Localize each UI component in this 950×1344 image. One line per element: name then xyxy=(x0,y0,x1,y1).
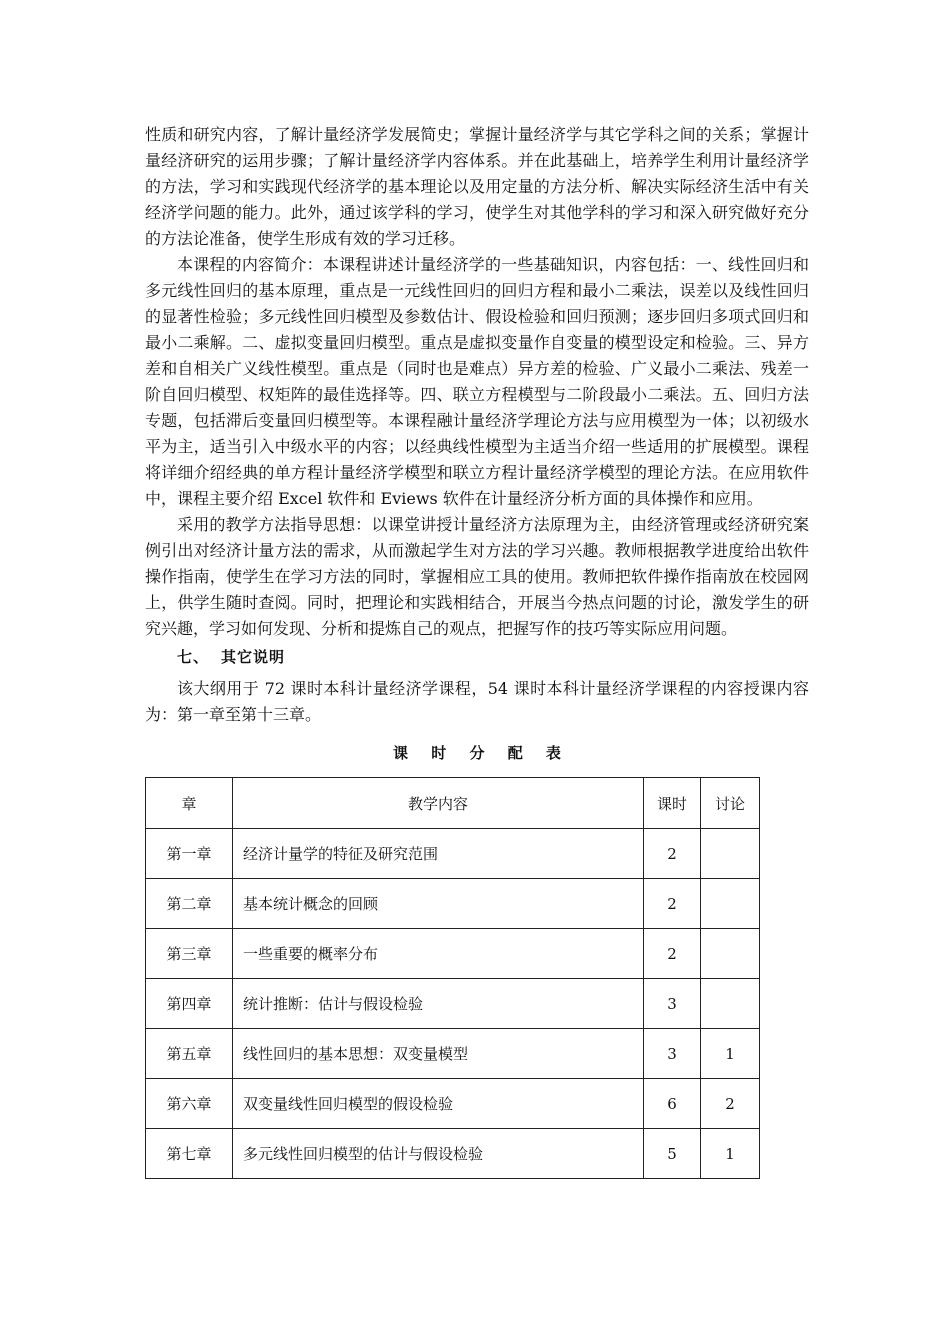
cell-chapter: 第二章 xyxy=(146,879,233,929)
header-chapter: 章 xyxy=(146,778,233,829)
paragraph-course-content: 本课程的内容简介：本课程讲述计量经济学的一些基础知识，内容包括：一、线性回归和多元线性回归的基本原理，重点是一元线性回归的回归方程和最小二乘法，误差以及线性回归的显著性检验；多元线性回归模型及参数估计、假设检验和回归预测；逐步回归多项式回归和最小二乘解。二、虚拟变量回归模型。重点是虚拟变量作自变量的模型设定和检验。三、异方差和自相关广义线性模型。重点是（同时也是难点）异方差的检验、广义最小二乘法、残差一阶自回归模型、权矩阵的最佳选择等。四、联立方程模型与二阶段最小二乘法。五、回归方法专题，包括滞后变量回归模型等。本课程融计量经济学理论方法与应用模型为一体；以初级水平为主，适当引入中级水平的内容；以经典线性模型为主适当介绍一些适用的扩展模型。课程将详细介绍经典的单方程计量经济学模型和联立方程计量经济学模型的理论方法。在应用软件中，课程主要介绍 Excel 软件和 Eviews 软件在计量经济分析方面的具体操作和应用。 xyxy=(145,255,809,508)
cell-discussion xyxy=(701,829,760,879)
cell-chapter: 第六章 xyxy=(146,1079,233,1129)
cell-content: 多元线性回归模型的估计与假设检验 xyxy=(233,1129,644,1179)
cell-hours: 2 xyxy=(644,829,701,879)
cell-discussion: 1 xyxy=(701,1029,760,1079)
cell-discussion: 1 xyxy=(701,1129,760,1179)
cell-hours: 2 xyxy=(644,879,701,929)
cell-chapter: 第五章 xyxy=(146,1029,233,1079)
table-row xyxy=(146,829,760,879)
cell-discussion: 2 xyxy=(701,1079,760,1129)
paragraph-teaching-method: 采用的教学方法指导思想：以课堂讲授计量经济方法原理为主，由经济管理或经济研究案例引出对经济计量方法的需求，从而激起学生对方法的学习兴趣。教师根据教学进度给出软件操作指南，使学生在学习方法的同时，掌握相应工具的使用。教师把软件操作指南放在校园网上，供学生随时查阅。同时，把理论和实践相结合，开展当今热点问题的讨论，激发学生的研究兴趣，学习如何发现、分析和提炼自己的观点，把握写作的技巧等实际应用问题。 xyxy=(145,515,809,638)
cell-content: 一些重要的概率分布 xyxy=(233,929,644,979)
header-content: 教学内容 xyxy=(233,778,644,829)
hours-allocation-table xyxy=(145,777,760,1179)
section-heading-other-notes xyxy=(145,644,809,670)
cell-discussion xyxy=(701,929,760,979)
cell-content: 线性回归的基本思想：双变量模型 xyxy=(233,1029,644,1079)
section-title: 其它说明 xyxy=(221,648,286,666)
cell-hours: 3 xyxy=(644,1029,701,1079)
header-hours: 课时 xyxy=(644,778,701,829)
table-header-row xyxy=(146,778,760,829)
paragraph-other-notes: 该大纲用于 72 课时本科计量经济学课程，54 课时本科计量经济学课程的内容授课内容为：第一章至第十三章。 xyxy=(145,679,809,724)
cell-content: 统计推断：估计与假设检验 xyxy=(233,979,644,1029)
cell-chapter: 第三章 xyxy=(146,929,233,979)
table-row xyxy=(146,1079,760,1129)
section-number: 七、 xyxy=(177,648,210,666)
table-row xyxy=(146,979,760,1029)
cell-hours: 5 xyxy=(644,1129,701,1179)
cell-chapter: 第七章 xyxy=(146,1129,233,1179)
cell-hours: 3 xyxy=(644,979,701,1029)
cell-chapter: 第四章 xyxy=(146,979,233,1029)
cell-discussion xyxy=(701,879,760,929)
cell-hours: 2 xyxy=(644,929,701,979)
table-row xyxy=(146,929,760,979)
table-title: 课 时 分 配 表 xyxy=(393,744,570,762)
table-row xyxy=(146,879,760,929)
table-row xyxy=(146,1029,760,1079)
document-page xyxy=(145,122,809,1179)
cell-discussion xyxy=(701,979,760,1029)
header-discussion: 讨论 xyxy=(701,778,760,829)
table-row xyxy=(146,1129,760,1179)
cell-content: 基本统计概念的回顾 xyxy=(233,879,644,929)
cell-hours: 6 xyxy=(644,1079,701,1129)
cell-content: 双变量线性回归模型的假设检验 xyxy=(233,1079,644,1129)
cell-content: 经济计量学的特征及研究范围 xyxy=(233,829,644,879)
cell-chapter: 第一章 xyxy=(146,829,233,879)
paragraph-course-objectives: 性质和研究内容，了解计量经济学发展简史；掌握计量经济学与其它学科之间的关系；掌握计量经济研究的运用步骤；了解计量经济学内容体系。并在此基础上，培养学生利用计量经济学的方法，学习和实践现代经济学的基本理论以及用定量的方法分析、解决实际经济生活中有关经济学问题的能力。此外，通过该学科的学习，使学生对其他学科的学习和深入研究做好充分的方法论准备，使学生形成有效的学习迁移。 xyxy=(145,125,809,248)
